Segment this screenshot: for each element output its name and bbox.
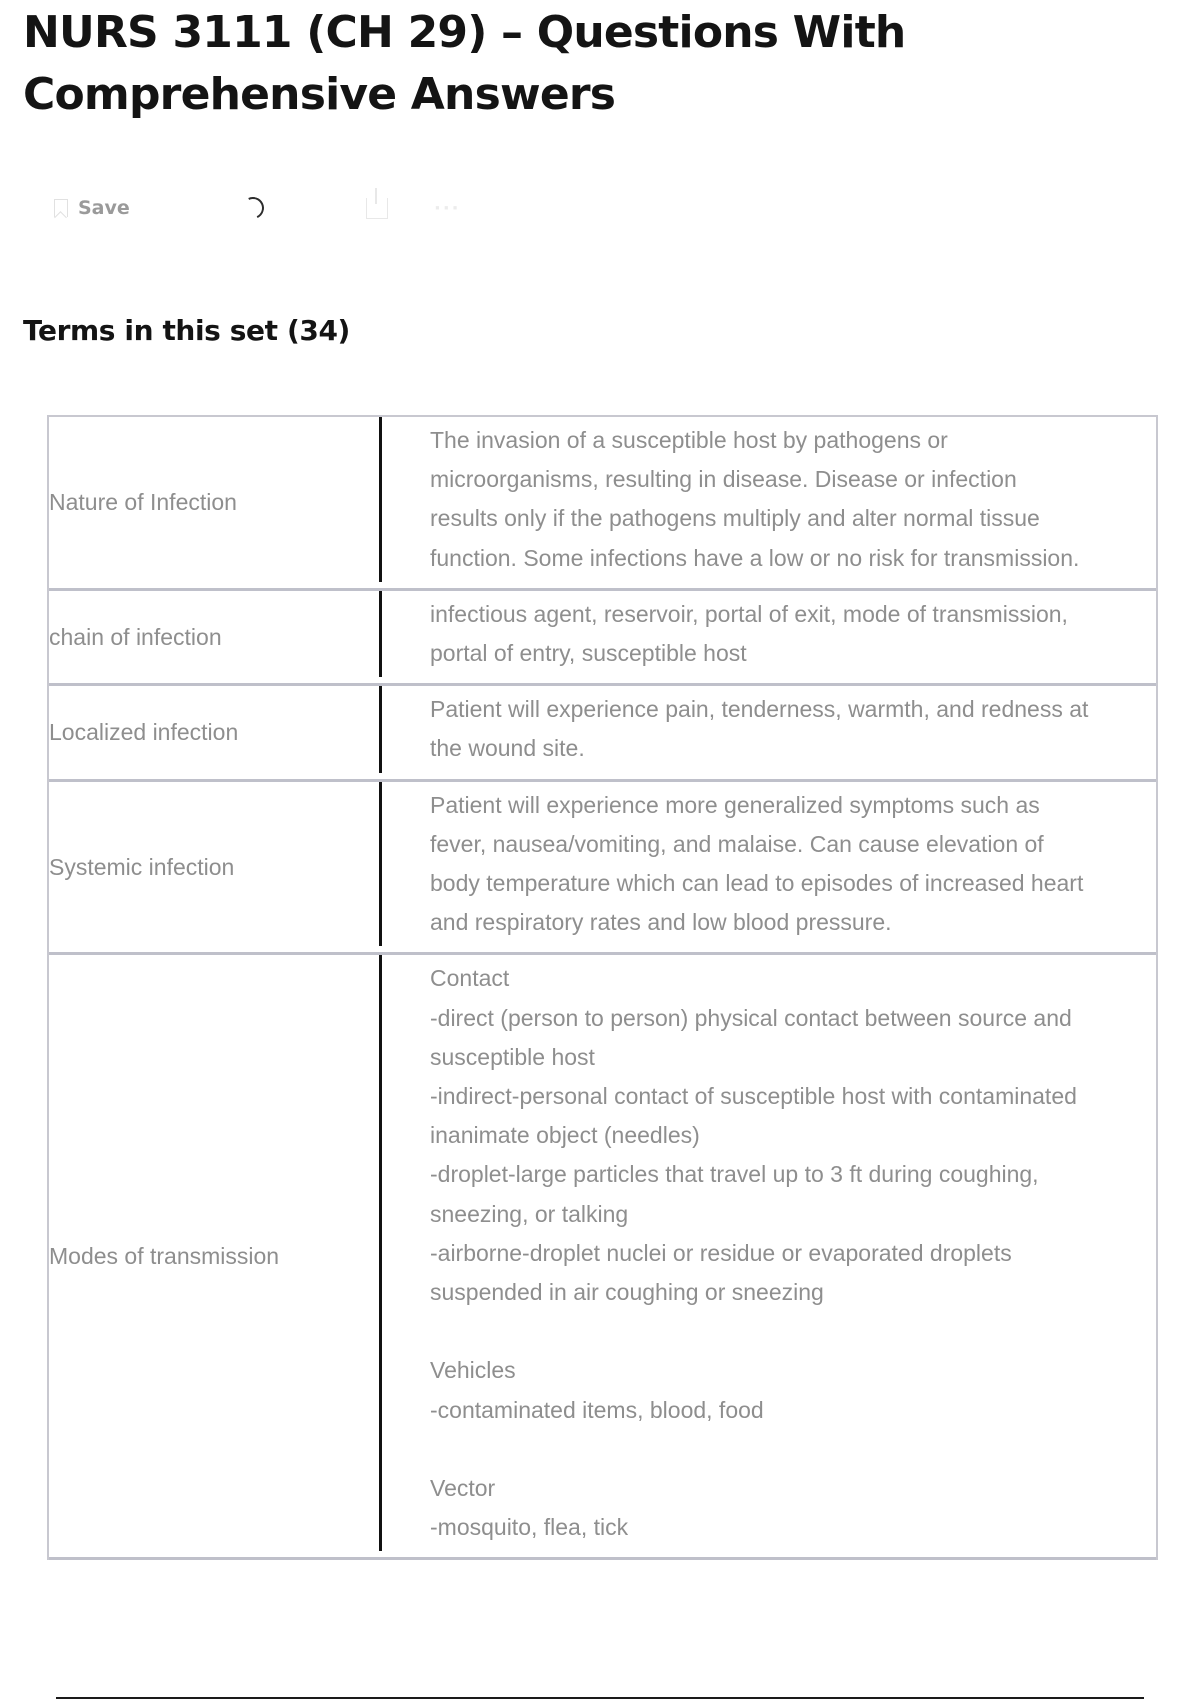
spinner-icon [239,194,267,222]
row-divider [379,686,382,772]
study-set-toolbar [54,190,514,226]
definition-text: Patient will experience pain, tenderness, warmth, and redness at the wound site. [430,696,1089,762]
table-row [49,591,1156,686]
terms-table [47,415,1158,1560]
definition-text: The invasion of a susceptible host by pathogens or microorganisms, resulting in disease. Disease or infection results only if the pathogens multiply and alter normal tissue function. Some infections have a low or no risk for transmission. [430,427,1080,571]
row-divider [379,417,382,582]
save-label: Save [78,197,130,219]
row-divider [379,955,382,1551]
table-row [49,955,1156,1560]
share-icon [366,198,388,219]
save-button[interactable] [54,190,130,226]
table-row [49,782,1156,956]
term-text: Localized infection [49,718,239,745]
table-row [49,686,1156,781]
definition-text: infectious agent, reservoir, portal of exit, mode of transmission, portal of entry, susceptible host [430,600,1068,667]
term-text: Modes of transmission [49,1242,280,1269]
more-icon: ··· [434,197,461,219]
definition-text: Contact -direct (person to person) physical contact between source and susceptible host -indirect-personal contact of susceptible host with contaminated inanimate object (needles) -droplet-large particles that travel up to 3 ft during coughing, sneezing, or talking -airborne-droplet nuclei or residue or evaporated droplets suspended in air coughing or sneezing Vehicles -contaminated items, blood, food Vector -mosquito, flea, tick [430,965,1077,1541]
terms-heading: Terms in this set (34) [23,314,350,347]
bookmark-icon [54,199,68,217]
share-button[interactable] [366,190,388,226]
more-options-button[interactable] [434,190,461,226]
row-divider [379,591,382,677]
term-text: chain of infection [49,623,222,650]
bottom-divider [56,1697,1144,1699]
definition-text: Patient will experience more generalized symptoms such as fever, nausea/vomiting, and malaise. Can cause elevation of body temperature which can lead to episodes of increased heart and respiratory rates and low blood pressure. [430,791,1084,936]
page-title: NURS 3111 (CH 29) – Questions With Comprehensive Answers [23,7,906,120]
table-row [49,417,1156,591]
row-divider [379,782,382,947]
term-text: Systemic infection [49,853,235,880]
term-text: Nature of Infection [49,488,237,515]
loading-spinner [242,190,264,226]
